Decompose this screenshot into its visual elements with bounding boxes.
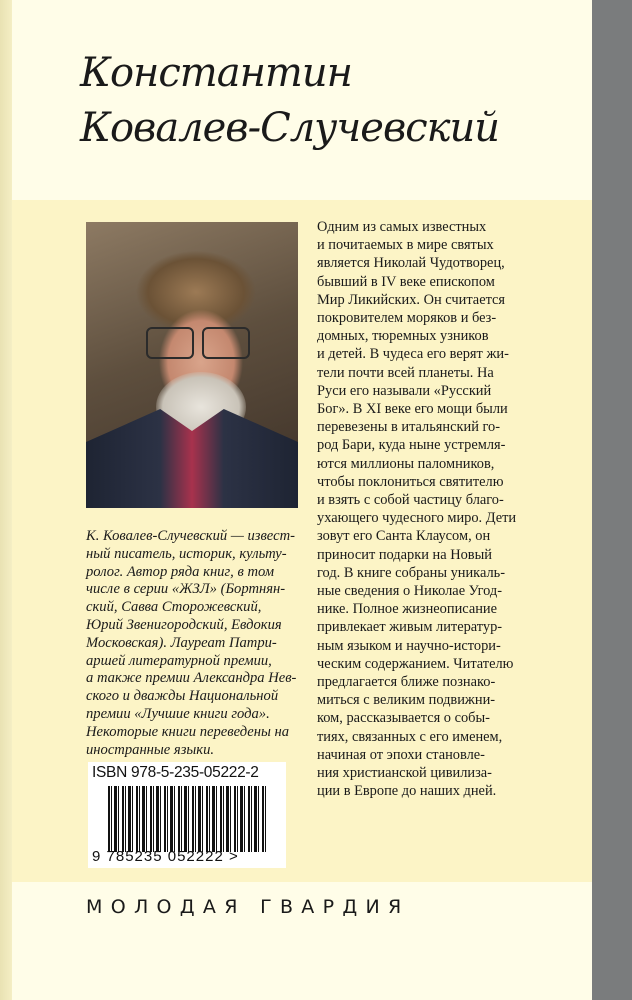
- description-line: тели почти всей планеты. На: [317, 364, 494, 381]
- isbn-label: ISBN 978-5-235-05222-2: [92, 764, 259, 781]
- description-line: домных, тюремных узников: [317, 328, 489, 345]
- description-line: нике. Полное жизнеописание: [317, 601, 498, 618]
- description-line: и взять с собой частицу благо-: [317, 492, 504, 509]
- author-first-name: Константин: [80, 50, 352, 96]
- author-photo: [86, 222, 298, 508]
- bio-line: ный писатель, историк, культу-: [86, 545, 287, 562]
- bio-line: аршей литературной премии,: [86, 652, 272, 669]
- description-line: ным языком и научно-истори-: [317, 637, 501, 654]
- title-band: [12, 0, 592, 200]
- bio-line: Юрий Звенигородский, Евдокия: [86, 616, 282, 633]
- description-line: начиная от эпохи становле-: [317, 746, 485, 763]
- barcode-bars: [108, 786, 268, 852]
- background-edge: [592, 0, 632, 1000]
- description-line: ные сведения о Николае Угод-: [317, 583, 503, 600]
- book-spine-edge: [0, 0, 12, 1000]
- bio-line: иностранные языки.: [86, 741, 215, 758]
- publisher-name: МОЛОДАЯ ГВАРДИЯ: [86, 896, 410, 918]
- description-line: Одним из самых известных: [317, 219, 487, 235]
- barcode: [88, 762, 286, 868]
- description-line: род Бари, куда ныне устремля-: [317, 437, 506, 454]
- description-line: год. В книге собраны уникаль-: [317, 564, 506, 581]
- description-line: привлекает живым литератур-: [317, 619, 503, 636]
- photo-glasses: [146, 327, 256, 357]
- description-line: Бог». В XI веке его мощи были: [317, 401, 508, 418]
- bio-line: премии «Лучшие книги года».: [86, 705, 270, 722]
- description-line: тиях, связанных с его именем,: [317, 728, 503, 745]
- barcode-digits: 9 785235 052222 >: [92, 848, 239, 865]
- description-line: Руси его называли «Русский: [317, 382, 492, 399]
- description-line: ются миллионы паломников,: [317, 455, 495, 472]
- description-line: является Николай Чудотворец,: [317, 255, 505, 272]
- description-line: ческим содержанием. Читателю: [317, 655, 514, 672]
- bio-line: числе в серии «ЖЗЛ» (Бортнян-: [86, 581, 286, 598]
- description-line: миться с великим подвижни-: [317, 692, 496, 709]
- bio-line: ский, Савва Сторожевский,: [86, 599, 262, 616]
- description-line: предлагается ближе познако-: [317, 674, 496, 691]
- bio-line: Московская). Лауреат Патри-: [86, 634, 277, 651]
- description-line: Мир Ликийских. Он считается: [317, 291, 506, 308]
- description-line: бывший в IV веке епископом: [317, 273, 495, 290]
- bio-line: Некоторые книги переведены на: [86, 723, 290, 740]
- description-line: чтобы поклониться святителю: [317, 473, 504, 490]
- description-line: и почитаемых в мире святых: [317, 237, 494, 254]
- bio-line: ролог. Автор ряда книг, в том: [86, 563, 275, 580]
- description-line: покровителем моряков и без-: [317, 310, 497, 327]
- description-line: зовут его Санта Клаусом, он: [317, 528, 491, 545]
- author-last-name: Ковалев-Случевский: [80, 105, 500, 151]
- book-description: [317, 218, 569, 801]
- bio-line: К. Ковалев-Случевский — извест-: [86, 528, 295, 544]
- description-line: ния христианской цивилиза-: [317, 765, 492, 782]
- description-line: ухающего чудесного миро. Дети: [317, 510, 517, 527]
- description-line: и детей. В чудеса его верят жи-: [317, 346, 509, 363]
- description-line: ции в Европе до наших дней.: [317, 783, 497, 800]
- bio-line: а также премии Александра Нев-: [86, 670, 297, 687]
- description-line: перевезены в итальянский го-: [317, 419, 501, 436]
- author-bio: [86, 528, 306, 759]
- bio-line: ского и дважды Национальной: [86, 688, 279, 705]
- description-line: ком, рассказывается о собы-: [317, 710, 490, 727]
- description-line: приносит подарки на Новый: [317, 546, 492, 563]
